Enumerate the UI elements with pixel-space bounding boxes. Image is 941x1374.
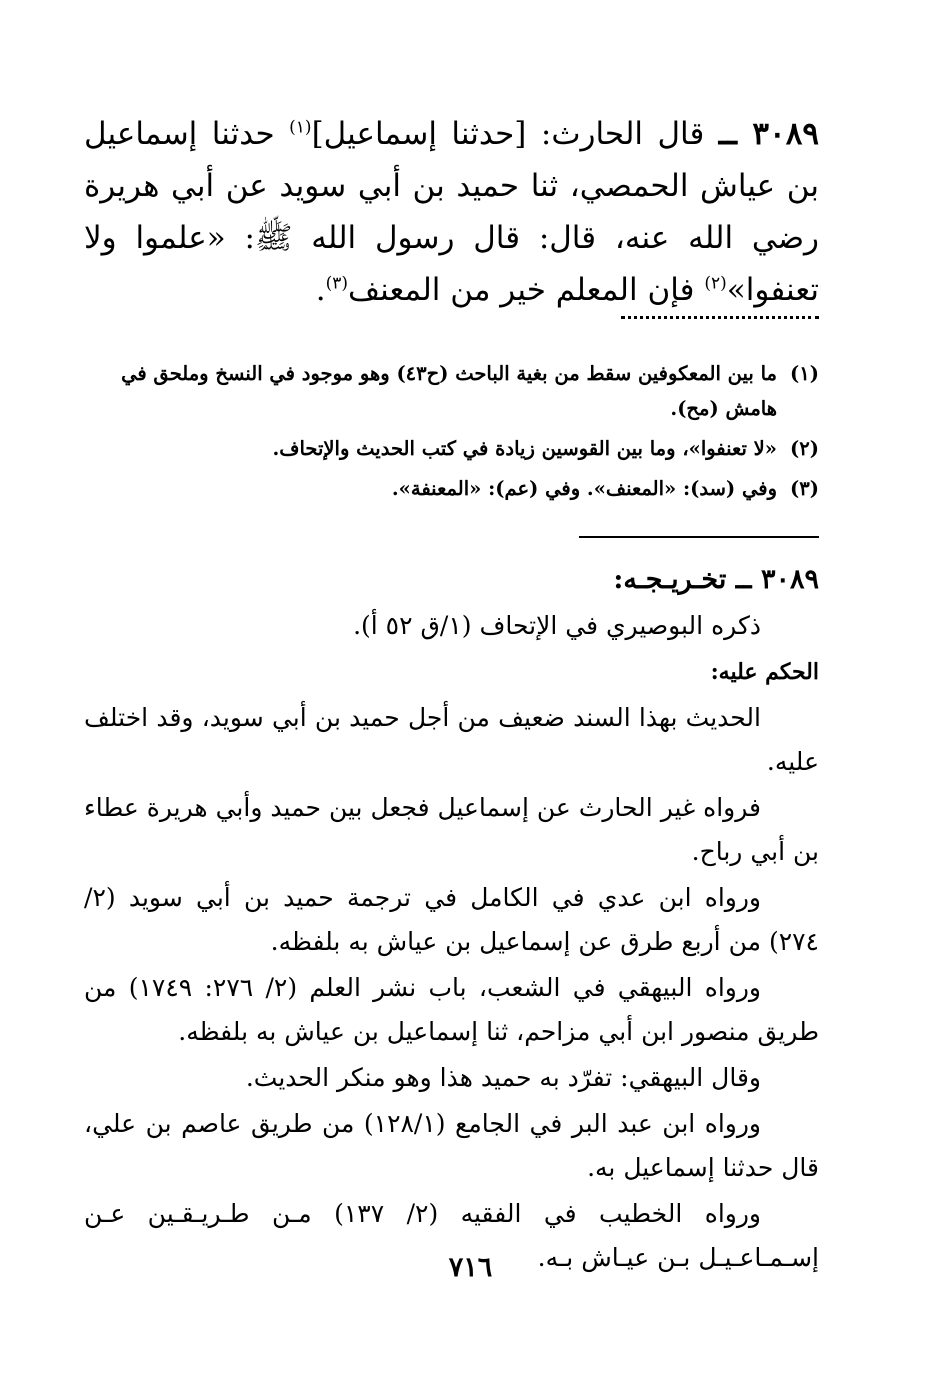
footnote-text: «لا تعنفوا»، وما بين القوسين زيادة في كتب الحديث والإتحاف. bbox=[272, 437, 777, 460]
hadith-number: ٣٠٨٩ ــ bbox=[718, 116, 819, 152]
footnote-number: (٢) bbox=[790, 437, 819, 460]
hadith-text-part-3: فإن المعلم خير من المعنف bbox=[348, 272, 705, 308]
hadith-text-part-4: . bbox=[315, 272, 326, 308]
hukm-heading: الحكم عليه: bbox=[710, 659, 819, 685]
takhrij-section bbox=[84, 558, 819, 1282]
footnote-3 bbox=[84, 471, 819, 506]
takhrij-paragraph: وقال البيهقي: تفرّد به حميد هذا وهو منكر الحديث. bbox=[245, 1063, 761, 1092]
footnote-2 bbox=[84, 431, 819, 466]
footnote-number: (١) bbox=[790, 362, 819, 385]
hadith-text-part-1: قال الحارث: [حدثنا إسماعيل] bbox=[311, 116, 719, 152]
footnote-1 bbox=[84, 356, 819, 426]
footnote-ref-2: (٢) bbox=[704, 273, 727, 294]
takhrij-paragraph: الحديث بهذا السند ضعيف من أجل حميد بن أبي سويد، وقد اختلف عليه. bbox=[84, 703, 819, 776]
hadith-text-part-2: حدثنا إسماعيل بن عياش الحمصي، ثنا حميد بن أبي سويد عن أبي هريرة رضي الله عنه، قال: قال رسول الله ﷺ: «علموا ولا تعنفوا» bbox=[84, 116, 819, 308]
footnote-number: (٣) bbox=[790, 477, 819, 500]
footnote-separator bbox=[621, 316, 819, 323]
footnote-ref-3: (٣) bbox=[325, 273, 349, 294]
takhrij-source: ذكره البوصيري في الإتحاف (١/ق ٥٢ أ). bbox=[353, 611, 761, 640]
takhrij-paragraph: ورواه البيهقي في الشعب، باب نشر العلم (٢/ ٢٧٦: ١٧٤٩) من طريق منصور ابن أبي مزاحم، ثنا إسماعيل بن عياش به بلفظه. bbox=[84, 973, 819, 1046]
takhrij-heading: ٣٠٨٩ ــ تخـريـجـه: bbox=[613, 564, 819, 595]
takhrij-paragraph: فرواه غير الحارث عن إسماعيل فجعل بين حميد وأبي هريرة عطاء بن أبي رباح. bbox=[84, 793, 819, 866]
takhrij-paragraph: ورواه ابن عبد البر في الجامع (١٢٨/١) من طريق عاصم بن علي، قال حدثنا إسماعيل به. bbox=[84, 1109, 819, 1182]
takhrij-paragraph: ورواه الخطيب في الفقيه (٢/ ١٣٧) مـن طـريـقـين عـن إسـمـاعـيـل بـن عيـاش بـه. bbox=[84, 1199, 819, 1272]
hadith-text bbox=[84, 108, 819, 316]
footnote-ref-1: (١) bbox=[289, 117, 312, 138]
section-divider bbox=[579, 536, 819, 538]
page-number: ٧١٦ bbox=[448, 1252, 493, 1283]
footnotes bbox=[84, 356, 819, 511]
footnote-text: وفي (سد): «المعنف». وفي (عم): «المعنفة». bbox=[391, 477, 777, 500]
footnote-text: ما بين المعكوفين سقط من بغية الباحث (ح٤٣) وهو موجود في النسخ وملحق في هامش (مح). bbox=[121, 362, 777, 420]
takhrij-paragraph: ورواه ابن عدي في الكامل في ترجمة حميد بن أبي سويد (٢/ ٢٧٤) من أربع طرق عن إسماعيل بن عياش به بلفظه. bbox=[84, 883, 819, 956]
